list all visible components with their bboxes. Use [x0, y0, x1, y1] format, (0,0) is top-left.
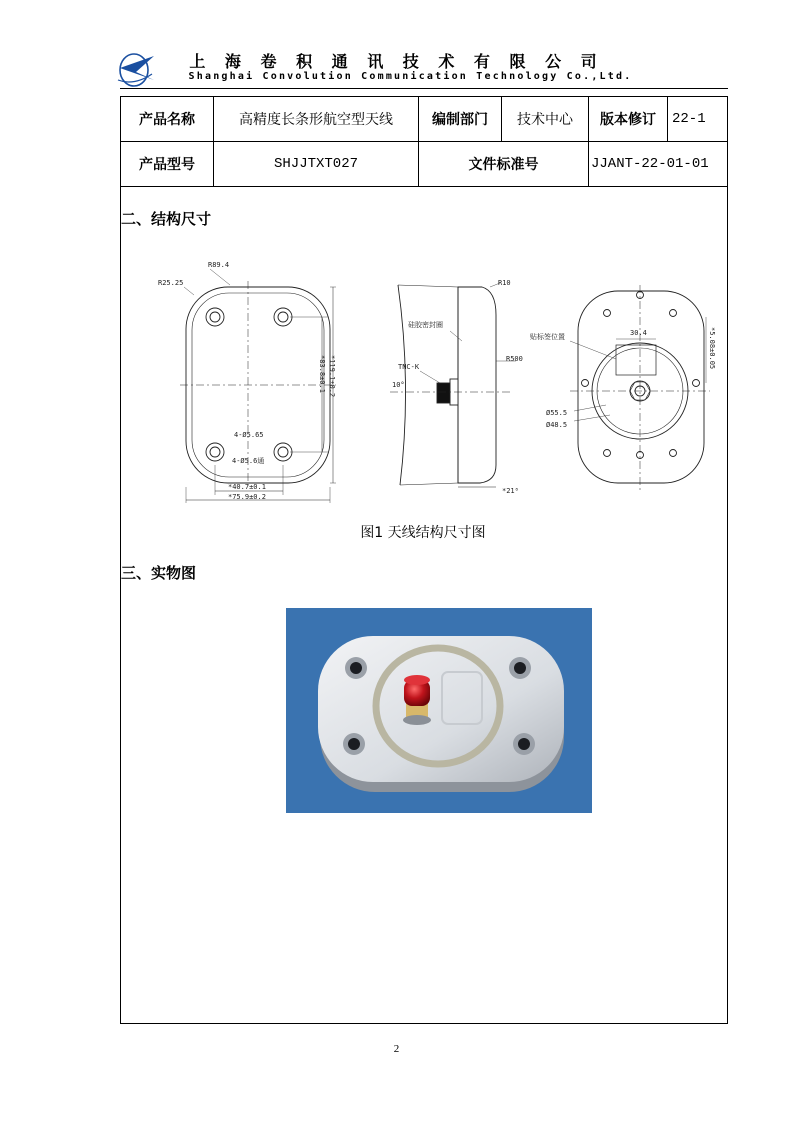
product-name-value: 高精度长条形航空型天线 — [214, 97, 419, 142]
revision-label: 版本修订 — [589, 97, 668, 142]
side-view — [390, 283, 516, 487]
front-r2-label: R89.4 — [208, 261, 230, 269]
side-angle: 10° — [392, 381, 405, 389]
front-height-outer: *119.1±0.2 — [328, 355, 336, 398]
revision-value: 22-1 — [668, 97, 728, 142]
structure-drawing — [150, 255, 730, 510]
section-2-title: 二、结构尺寸 — [121, 210, 212, 228]
section-3-title: 三、实物图 — [121, 564, 197, 582]
front-width-outer: *75.9±0.2 — [228, 493, 266, 501]
info-table — [120, 96, 728, 187]
side-connector: TNC-K — [398, 363, 420, 371]
front-hole-2: 4-Ø5.6通 — [232, 457, 265, 465]
side-r500: R500 — [506, 355, 523, 363]
header-rule — [120, 88, 728, 89]
page-frame — [120, 96, 728, 1024]
product-name-label: 产品名称 — [121, 97, 214, 142]
product-photo — [286, 608, 592, 813]
product-model-label: 产品型号 — [121, 142, 214, 187]
bottom-dia-2: Ø48.5 — [546, 421, 568, 429]
front-r-label: R25.25 — [158, 279, 184, 287]
side-r10: R10 — [498, 279, 511, 287]
bottom-label-pos: 贴标签位置 — [530, 333, 565, 341]
bottom-dia-1: Ø55.5 — [546, 409, 568, 417]
department-value: 技术中心 — [502, 97, 589, 142]
bottom-view — [570, 285, 710, 491]
bottom-dim-side: *5.08±0.05 — [708, 327, 716, 370]
figure-1-caption: 图1 天线结构尺寸图 — [360, 525, 486, 541]
product-model-value: SHJJTXT027 — [214, 142, 419, 187]
company-name-en: Shanghai Convolution Communication Technology Co.,Ltd. — [188, 71, 633, 82]
front-height-inner: *83.8±0.1 — [318, 355, 326, 393]
side-thickness: *21⁰ — [502, 487, 519, 495]
doc-number-label: 文件标准号 — [419, 142, 589, 187]
page-number: 2 — [393, 1043, 400, 1055]
table-row — [121, 142, 728, 187]
front-hole-1: 4-Ø5.65 — [234, 431, 264, 439]
side-seal-label: 硅胶密封圈 — [408, 321, 443, 329]
front-view — [180, 269, 336, 503]
doc-number-value: JJANT-22-01-01 — [589, 142, 728, 187]
front-width-inner: *40.7±0.1 — [228, 483, 266, 491]
department-label: 编制部门 — [419, 97, 502, 142]
table-row — [121, 97, 728, 142]
company-name-cn: 上 海 卷 积 通 讯 技 术 有 限 公 司 — [189, 52, 604, 71]
bottom-dim-30: 30.4 — [630, 329, 647, 337]
